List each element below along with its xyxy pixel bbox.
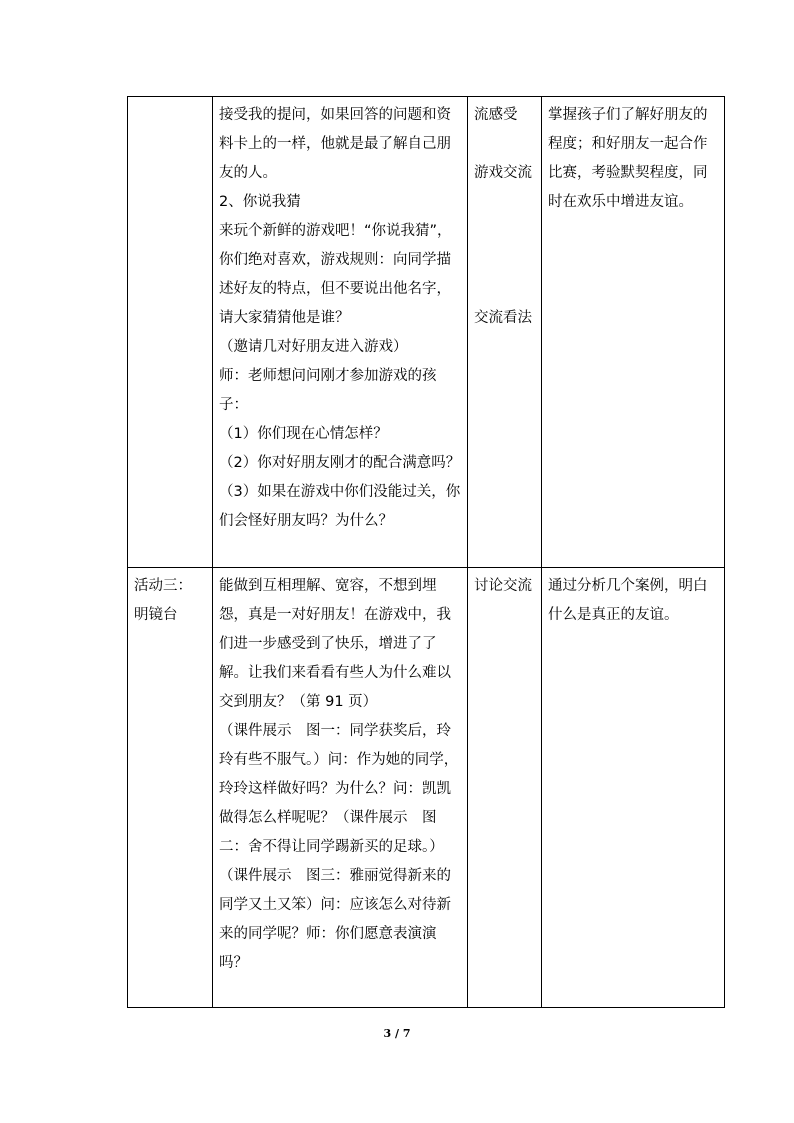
content-paragraph: 接受我的提问，如果回答的问题和资料卡上的一样，他就是最了解自己朋友的人。 xyxy=(219,107,451,181)
design-intent-cell: 掌握孩子们了解好朋友的程度；和好朋友一起合作比赛，考验默契程度，同时在欢乐中增进友谊。 xyxy=(542,97,725,568)
student-activity-cell: 讨论交流 xyxy=(468,568,542,1008)
activity-cell: 活动三：明镜台 xyxy=(128,568,213,1008)
content-paragraph: （3）如果在游戏中你们没能过关，你们会怪好朋友吗？为什么？ xyxy=(219,484,461,529)
page-number: 3 / 7 xyxy=(383,1027,411,1040)
activity-cell xyxy=(128,97,213,568)
teaching-content-cell xyxy=(213,568,468,1008)
table-row xyxy=(128,97,725,568)
student-activity-cell xyxy=(468,97,542,568)
content-paragraph: （1）你们现在心情怎样？ xyxy=(219,426,388,442)
student-activity-text: 流感受 xyxy=(474,107,518,123)
teaching-content-cell xyxy=(213,97,468,568)
content-paragraph: 师：老师想问问刚才参加游戏的孩子： xyxy=(219,368,437,413)
student-activity-text: 游戏交流 xyxy=(474,165,532,181)
design-intent-cell: 通过分析几个案例，明白什么是真正的友谊。 xyxy=(542,568,725,1008)
content-paragraph: 来玩个新鲜的游戏吧！“你说我猜”，你们绝对喜欢，游戏规则：向同学描述好友的特点，但不要说出他名字，请大家猜猜他是谁？ xyxy=(219,223,452,326)
content-paragraph: （2）你对好朋友刚才的配合满意吗？ xyxy=(219,455,461,471)
lesson-plan-table xyxy=(127,96,725,1008)
table-row xyxy=(128,568,725,1008)
student-activity-text: 交流看法 xyxy=(474,310,532,326)
content-paragraph: 能做到互相理解、宽容，不想到埋怨，真是一对好朋友！在游戏中，我们进一步感受到了快乐，增进了了解。让我们来看看有些人为什么难以交到朋友？（第 91 页） xyxy=(219,578,451,710)
content-paragraph: （课件展示 图三：雅丽觉得新来的同学又土又笨）问：应该怎么对待新来的同学呢？师：你们愿意表演演吗？ xyxy=(219,868,451,971)
content-paragraph: 2、你说我猜 xyxy=(219,194,301,210)
content-paragraph: （课件展示 图一：同学获奖后，玲玲有些不服气。）问：作为她的同学，玲玲这样做好吗？为什么？问：凯凯做得怎么样呢呢？（课件展示 图二：舍不得让同学踢新买的足球。） xyxy=(219,723,459,855)
content-paragraph: （邀请几对好朋友进入游戏） xyxy=(219,339,408,355)
